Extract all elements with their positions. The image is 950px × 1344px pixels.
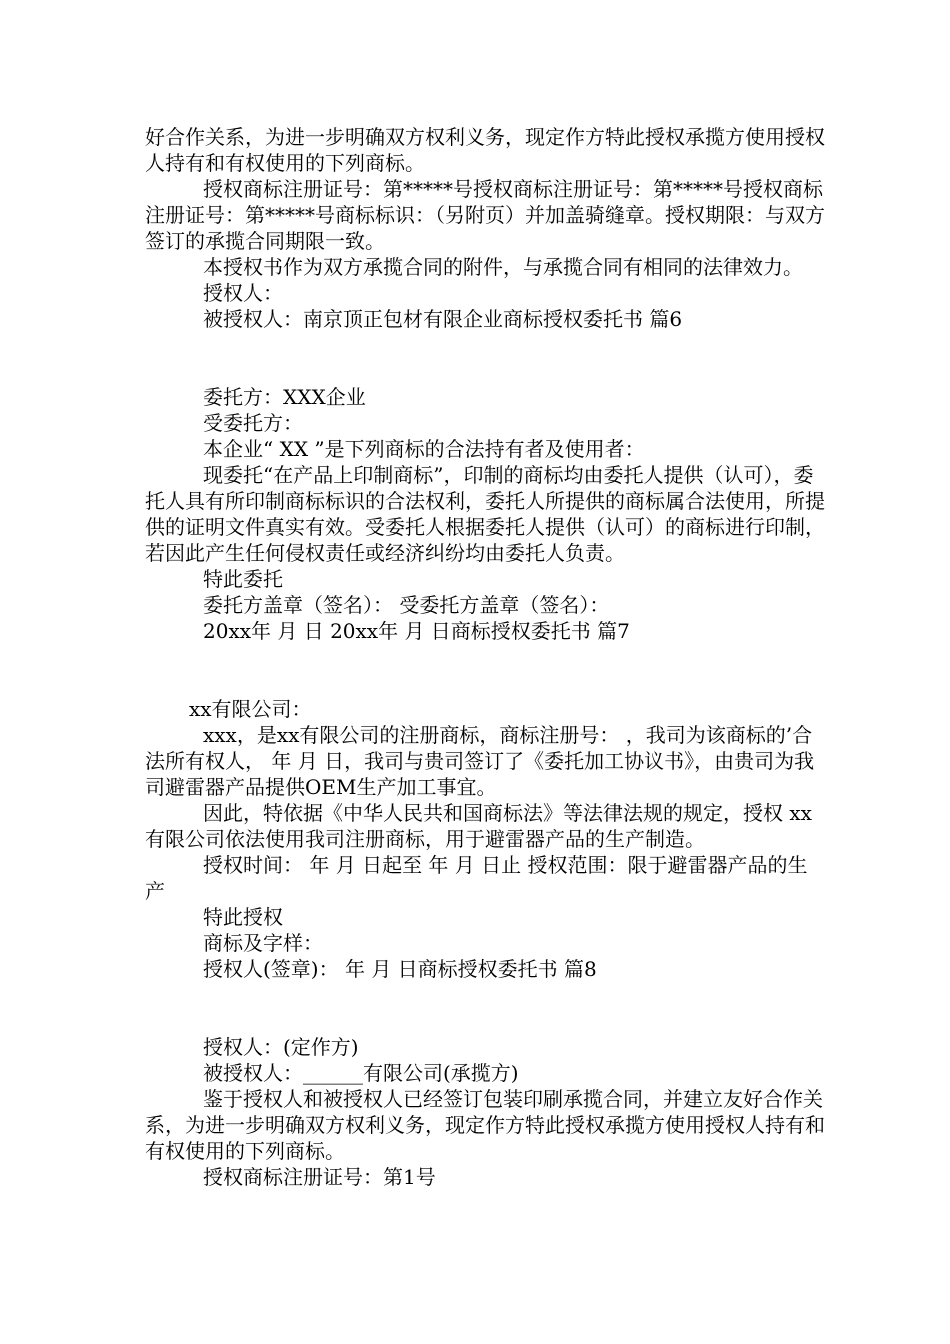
paragraph: 现委托“在产品上印制商标”，印制的商标均由委托人提供（认可），委托人具有所印制商标标识的合法权利，委托人所提供的商标属合法使用，所提供的证明文件真实有效。受委托人根据委托人提供（认可）的商标进行印制，若因此产生任何侵权责任或经济纠纷均由委托人负责。 bbox=[145, 463, 825, 565]
section-heading: 授权人(签章)： 年 月 日商标授权委托书 篇8 bbox=[203, 957, 597, 981]
spacer bbox=[145, 982, 825, 1034]
section-heading: 被授权人：南京顶正包材有限企业商标授权委托书 篇6 bbox=[203, 307, 683, 331]
paragraph: 特此委托 bbox=[203, 567, 283, 591]
paragraph: 本企业“ XX ”是下列商标的合法持有者及使用者： bbox=[203, 437, 645, 461]
paragraph: 授权商标注册证号：第1号 bbox=[203, 1165, 436, 1189]
paragraph: 授权商标注册证号：第*****号授权商标注册证号：第*****号授权商标注册证号：第*****号商标标识：（另附页）并加盖骑缝章。授权期限：与双方签订的承揽合同期限一致。 bbox=[145, 177, 825, 253]
paragraph: 委托方：XXX企业 bbox=[203, 385, 366, 409]
paragraph: xxx，是xx有限公司的注册商标，商标注册号： ，我司为该商标的’合法所有权人， 年 月 日，我司与贵司签订了《委托加工协议书》，由贵司为我司避雷器产品提供OEM生产加工事宜。 bbox=[145, 723, 815, 799]
paragraph: xx有限公司： bbox=[189, 697, 312, 721]
paragraph: 委托方盖章（签名）： 受委托方盖章（签名）： bbox=[203, 593, 610, 617]
paragraph: 授权人： bbox=[203, 281, 283, 305]
spacer bbox=[145, 644, 825, 696]
paragraph: 被授权人：______有限公司(承揽方) bbox=[203, 1061, 519, 1085]
paragraph: 受委托方： bbox=[203, 411, 303, 435]
section-heading: 20xx年 月 日 20xx年 月 日商标授权委托书 篇7 bbox=[203, 619, 630, 643]
paragraph: 授权时间： 年 月 日起至 年 月 日止 授权范围：限于避雷器产品的生产 bbox=[145, 853, 808, 903]
paragraph: 好合作关系，为进一步明确双方权利义务，现定作方特此授权承揽方使用授权人持有和有权使用的下列商标。 bbox=[145, 125, 825, 175]
spacer bbox=[145, 332, 825, 384]
paragraph: 鉴于授权人和被授权人已经签订包装印刷承揽合同，并建立友好合作关系，为进一步明确双方权利义务，现定作方特此授权承揽方使用授权人持有和有权使用的下列商标。 bbox=[145, 1087, 825, 1163]
paragraph: 本授权书作为双方承揽合同的附件，与承揽合同有相同的法律效力。 bbox=[203, 255, 803, 279]
paragraph: 因此，特依据《中华人民共和国商标法》等法律法规的规定，授权 xx 有限公司依法使用我司注册商标，用于避雷器产品的生产制造。 bbox=[145, 801, 812, 851]
paragraph: 商标及字样： bbox=[203, 931, 323, 955]
paragraph: 授权人：(定作方) bbox=[203, 1035, 359, 1059]
document-body bbox=[145, 124, 825, 1190]
paragraph: 特此授权 bbox=[203, 905, 283, 929]
